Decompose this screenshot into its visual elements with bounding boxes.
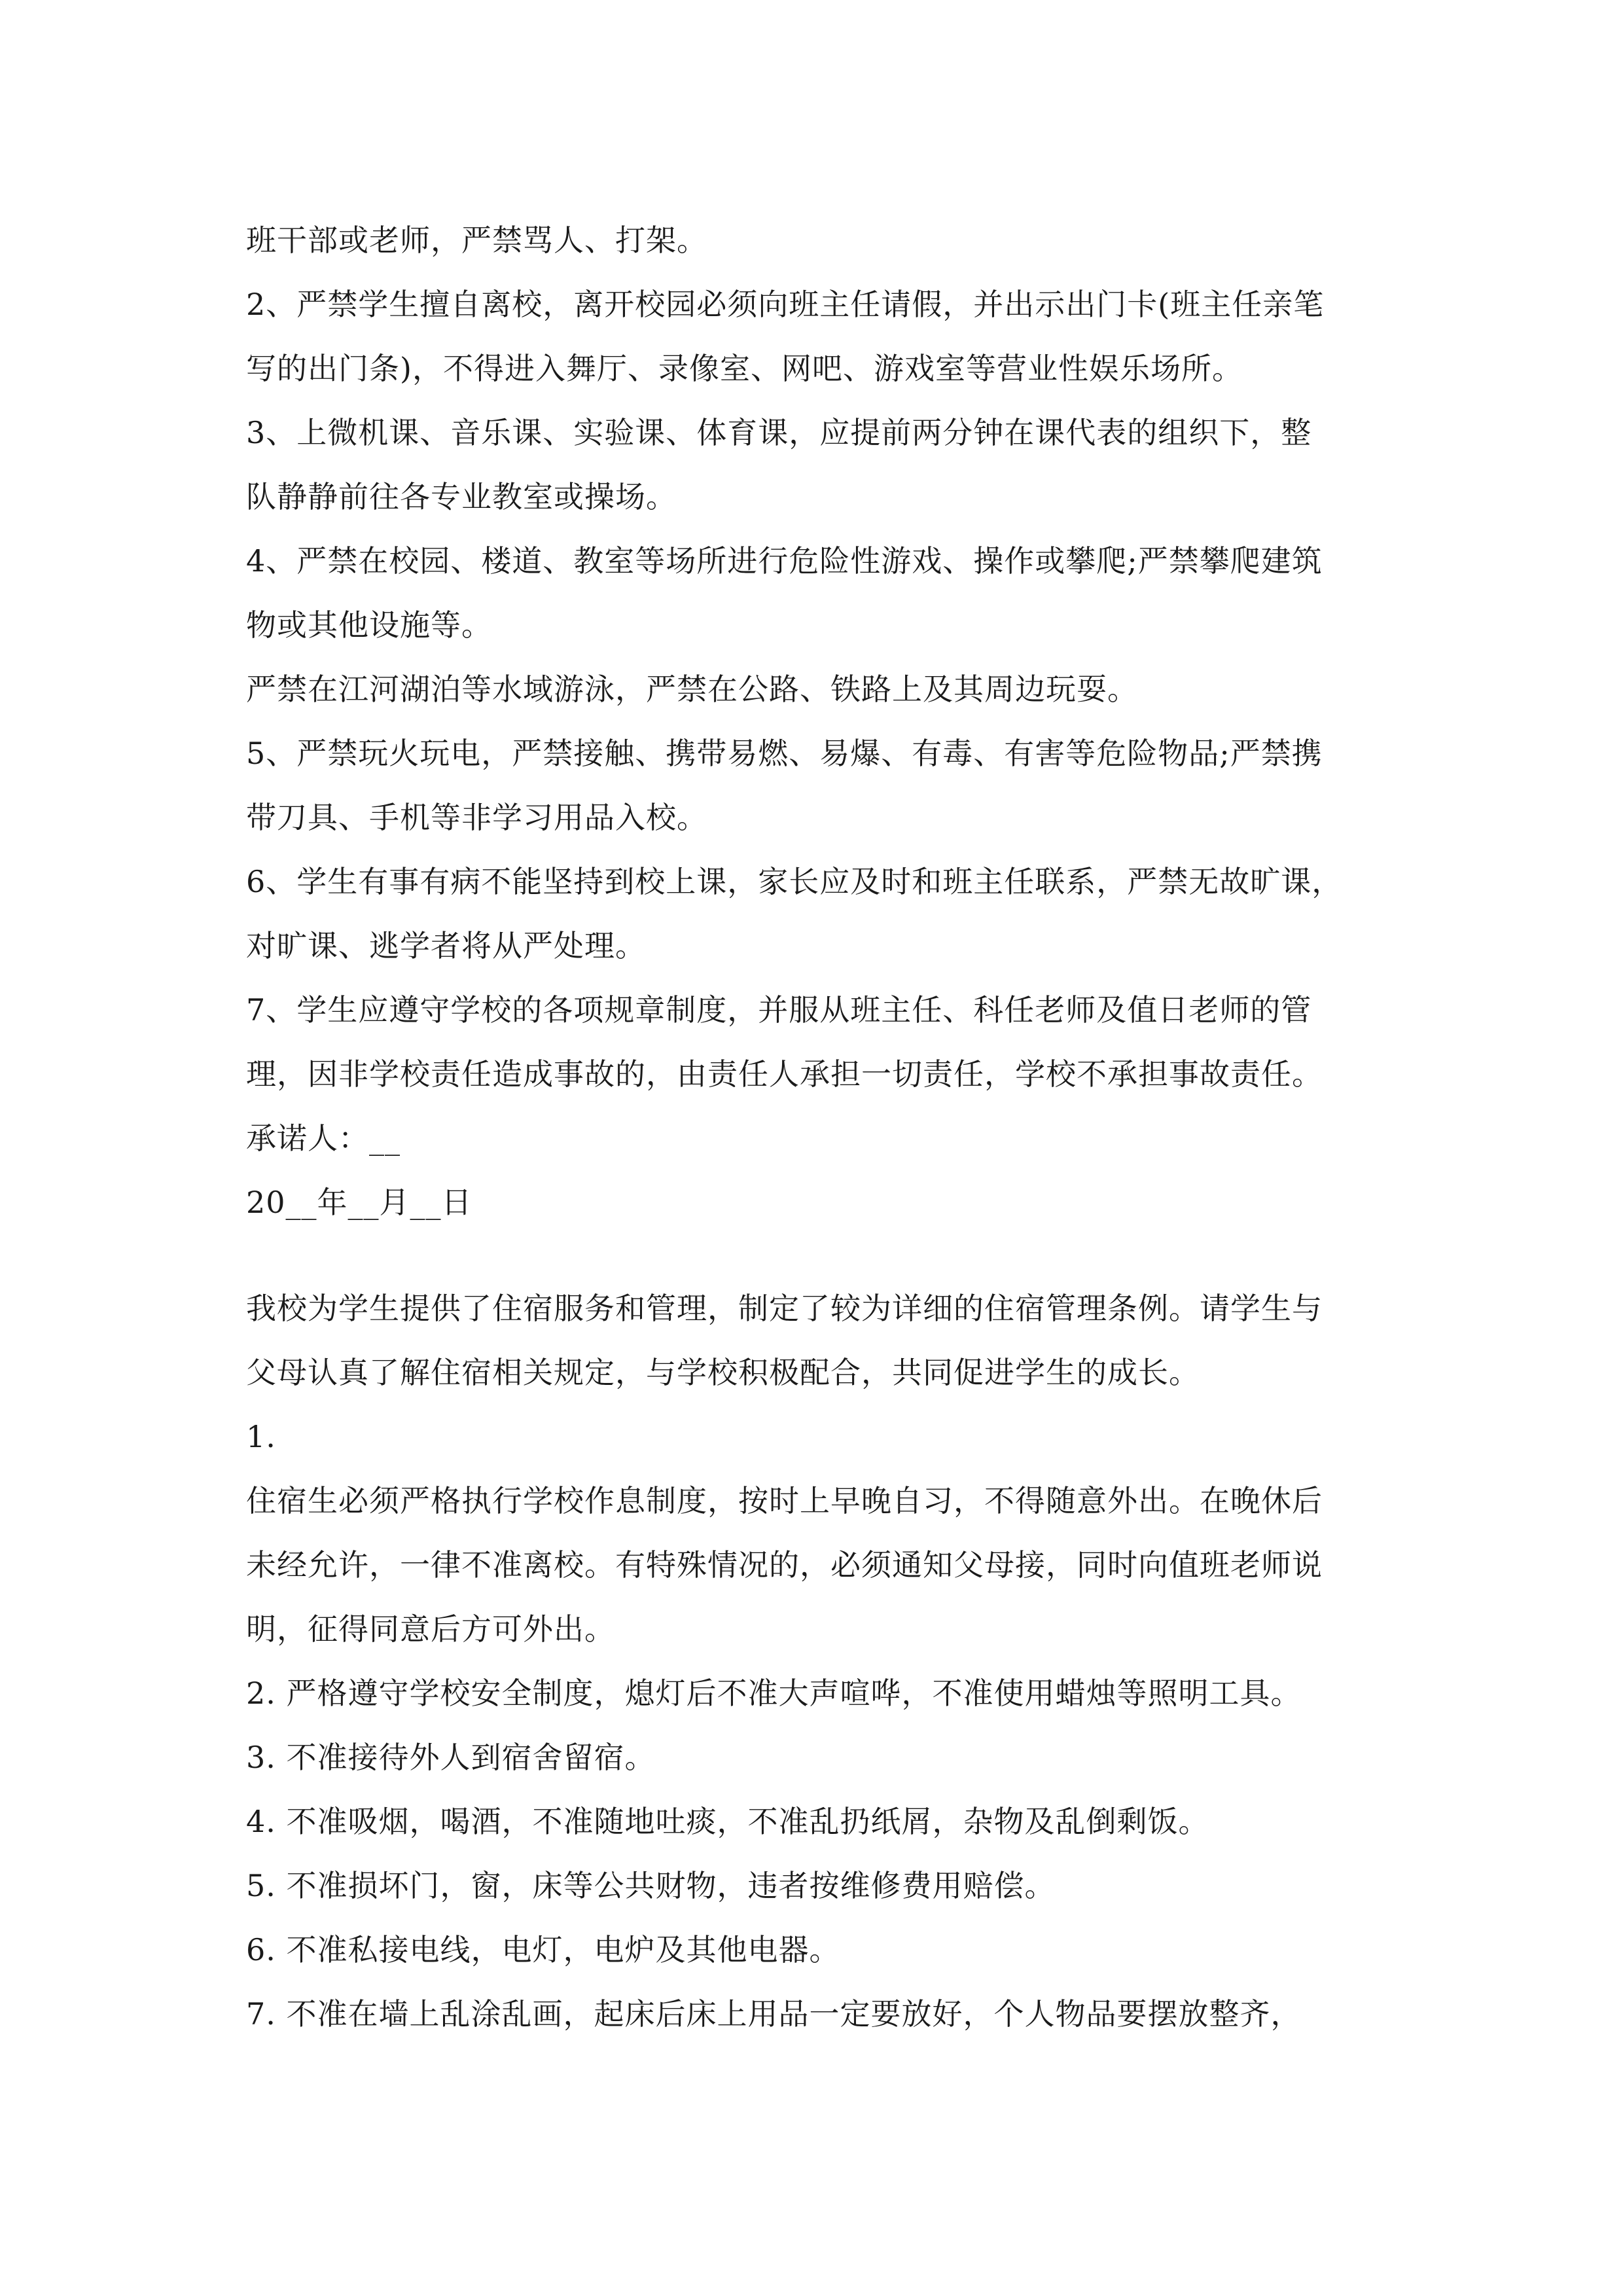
text-line: 2、严禁学生擅自离校，离开校园必须向班主任请假，并出示出门卡(班主任亲笔: [246, 287, 1325, 322]
text-line: 队静静前往各专业教室或操场。: [246, 479, 677, 514]
text-line: 理，因非学校责任造成事故的，由责任人承担一切责任，学校不承担事故责任。: [246, 1056, 1323, 1092]
text-line: 6. 不准私接电线，电灯，电炉及其他电器。: [246, 1932, 840, 1967]
text-line: 4、严禁在校园、楼道、教室等场所进行危险性游戏、操作或攀爬;严禁攀爬建筑: [246, 543, 1323, 579]
text-line: 对旷课、逃学者将从严处理。: [246, 928, 646, 963]
text-line: 3、上微机课、音乐课、实验课、体育课，应提前两分钟在课代表的组织下，整: [246, 415, 1312, 450]
text-line: 带刀具、手机等非学习用品入校。: [246, 800, 707, 835]
text-line: 1.: [246, 1419, 276, 1454]
signatory-line: 承诺人：__: [246, 1121, 401, 1156]
text-line: 住宿生必须严格执行学校作息制度，按时上早晚自习，不得随意外出。在晚休后: [246, 1483, 1323, 1518]
date-line: 20__年__月__日: [246, 1185, 473, 1220]
text-line: 5、严禁玩火玩电，严禁接触、携带易燃、易爆、有毒、有害等危险物品;严禁携: [246, 736, 1323, 771]
text-line: 明，征得同意后方可外出。: [246, 1611, 615, 1647]
safety-rules-section: [246, 208, 1418, 1234]
text-line: 3. 不准接待外人到宿舍留宿。: [246, 1740, 656, 1775]
text-line: 5. 不准损坏门，窗，床等公共财物，违者按维修费用赔偿。: [246, 1868, 1056, 1903]
text-line: 6、学生有事有病不能坚持到校上课，家长应及时和班主任联系，严禁无故旷课，: [246, 864, 1343, 899]
text-line: 未经允许，一律不准离校。有特殊情况的，必须通知父母接，同时向值班老师说: [246, 1547, 1323, 1583]
text-line: 我校为学生提供了住宿服务和管理，制定了较为详细的住宿管理条例。请学生与: [246, 1291, 1323, 1326]
text-line: 严禁在江河湖泊等水域游泳，严禁在公路、铁路上及其周边玩耍。: [246, 672, 1138, 707]
text-line: 写的出门条)，不得进入舞厅、录像室、网吧、游戏室等营业性娱乐场所。: [246, 351, 1243, 386]
text-line: 2. 严格遵守学校安全制度，熄灯后不准大声喧哗，不准使用蜡烛等照明工具。: [246, 1676, 1302, 1711]
text-line: 父母认真了解住宿相关规定，与学校积极配合，共同促进学生的成长。: [246, 1355, 1200, 1390]
text-line: 7. 不准在墙上乱涂乱画，起床后床上用品一定要放好，个人物品要摆放整齐，: [246, 1996, 1302, 2032]
text-line: 班干部或老师，严禁骂人、打架。: [246, 223, 707, 258]
text-line: 物或其他设施等。: [246, 607, 492, 643]
text-line: 4. 不准吸烟，喝酒，不准随地吐痰，不准乱扔纸屑，杂物及乱倒剩饭。: [246, 1804, 1209, 1839]
dormitory-rules-section: [246, 1276, 1418, 2046]
text-line: 7、学生应遵守学校的各项规章制度，并服从班主任、科任老师及值日老师的管: [246, 992, 1312, 1028]
